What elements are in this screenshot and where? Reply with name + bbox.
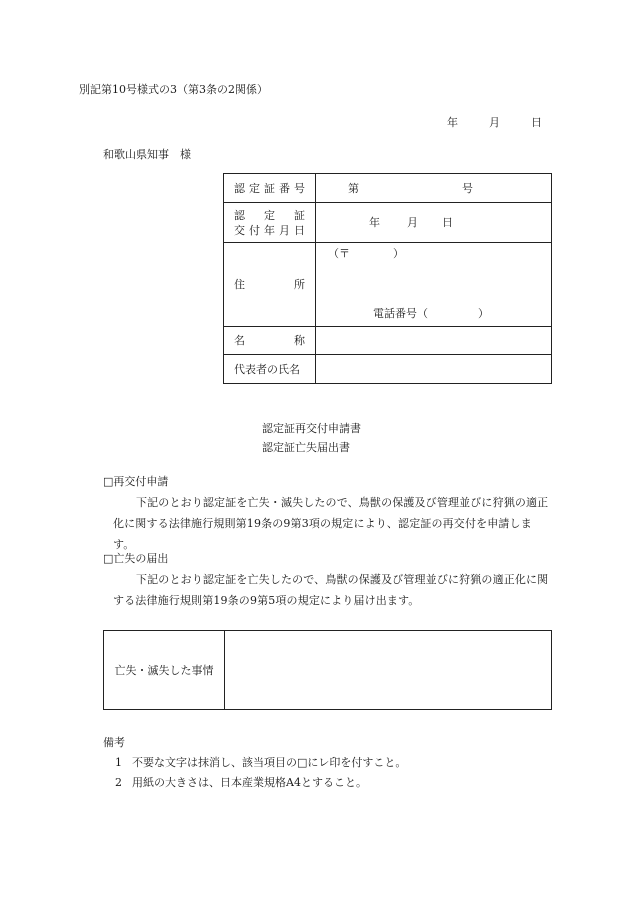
loss-notice-heading[interactable]: □亡失の届出 (103, 552, 169, 565)
postal-prefix: （〒 (328, 247, 350, 260)
reason-label: 亡失・滅失した事情 (104, 631, 225, 710)
note-text: 用紙の大きさは、日本産業規格A4とすること。 (132, 776, 367, 789)
note-number: 1 (115, 756, 122, 769)
issue-date-label-cell (224, 203, 316, 243)
issue-date-field[interactable] (316, 203, 552, 243)
cert-number-label: 認定証番号 (234, 181, 305, 195)
reason-row (104, 631, 552, 710)
loss-notice-section (103, 548, 553, 611)
reissue-section (103, 471, 553, 555)
date-year: 年 (447, 116, 458, 129)
name-label: 名 称 (234, 334, 305, 347)
issue-date-row (224, 203, 552, 243)
cert-number-prefix: 第 (348, 181, 359, 195)
note-text: 不要な文字は抹消し、該当項目の□にレ印を付すこと。 (132, 756, 407, 769)
date-month: 月 (489, 116, 500, 129)
postal-suffix: ） (393, 247, 404, 260)
address-row (224, 243, 552, 327)
cert-number-row (224, 174, 552, 203)
representative-label: 代表者の氏名 (234, 362, 300, 376)
phone-suffix: ） (478, 307, 489, 320)
notes-heading: 備考 (103, 736, 125, 749)
reissue-heading[interactable]: □再交付申請 (103, 475, 169, 488)
cert-number-label-cell (224, 174, 316, 203)
note-item (103, 753, 406, 773)
reason-field[interactable] (225, 631, 552, 710)
reason-table (103, 630, 552, 710)
issue-month: 月 (407, 216, 418, 229)
loss-notice-body: 下記のとおり認定証を亡失したので、鳥獣の保護及び管理並びに狩猟の適正化に関する法律施行規則第19条の9第5項の規定により届け出ます。 (113, 573, 549, 607)
address-label-cell (224, 243, 316, 327)
cert-number-suffix: 号 (462, 181, 473, 195)
representative-label-cell (224, 355, 316, 384)
submission-date (447, 114, 542, 130)
cert-number-field[interactable] (316, 174, 552, 203)
representative-field[interactable] (316, 355, 552, 384)
date-day: 日 (531, 116, 542, 129)
issue-day: 日 (442, 216, 453, 229)
name-field[interactable] (316, 327, 552, 355)
issue-date-label-line2: 交付年月日 (234, 223, 305, 237)
addressee: 和歌山県知事 様 (103, 148, 191, 161)
note-item (103, 773, 406, 793)
note-number: 2 (115, 776, 122, 789)
reissue-body: 下記のとおり認定証を亡失・滅失したので、鳥獣の保護及び管理並びに狩猟の適正化に関する法律施行規則第19条の9第3項の規定により、認定証の再交付を申請します。 (113, 496, 549, 551)
phone-label: 電話番号（ (373, 307, 428, 320)
address-label: 住 所 (234, 278, 305, 291)
title-loss-notice: 認定証亡失届出書 (262, 441, 350, 454)
representative-row (224, 355, 552, 384)
form-label: 別記第10号様式の3（第3条の2関係） (79, 83, 268, 96)
name-row (224, 327, 552, 355)
applicant-info-table (223, 173, 552, 384)
issue-year: 年 (369, 216, 380, 229)
notes-section (103, 733, 406, 793)
title-reissue: 認定証再交付申請書 (262, 422, 361, 435)
address-field[interactable] (316, 243, 552, 327)
name-label-cell (224, 327, 316, 355)
issue-date-label-line1: 認 定 証 (234, 208, 305, 222)
